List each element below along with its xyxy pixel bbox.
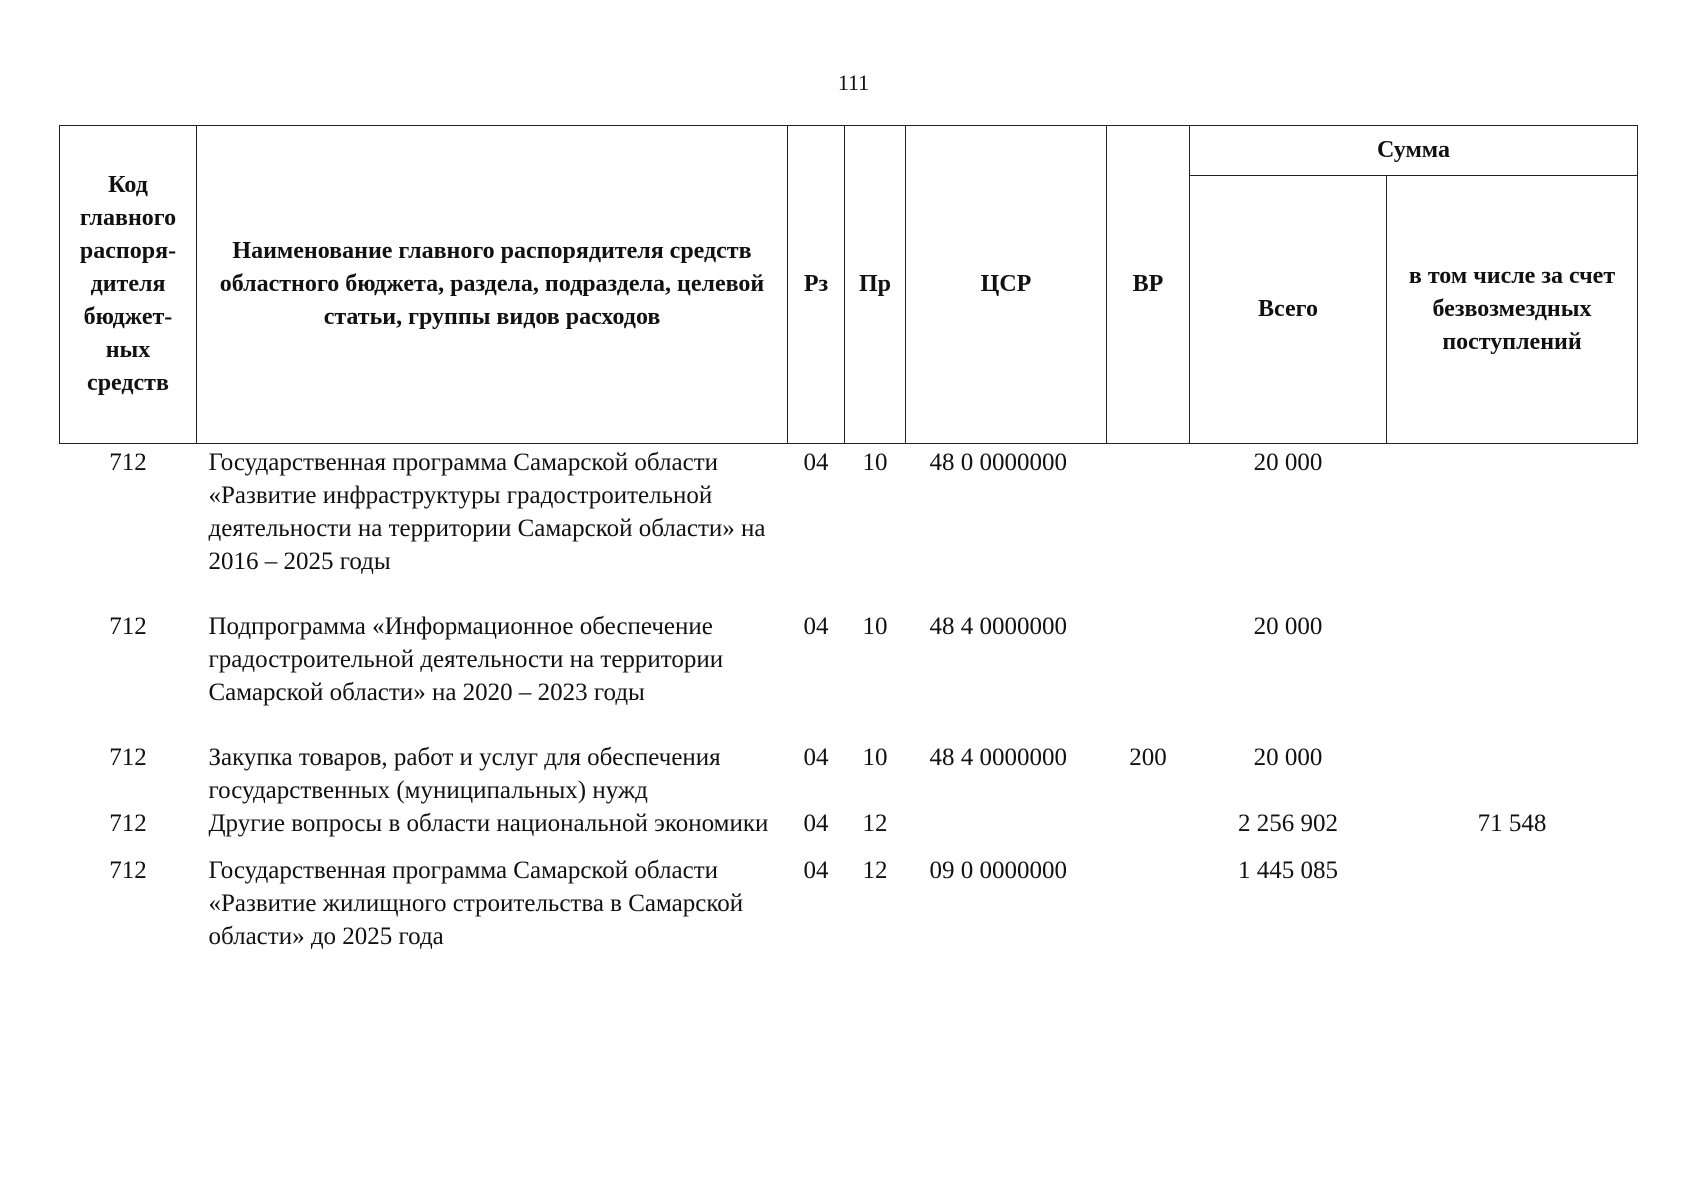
cell-code: 712 — [109, 744, 147, 771]
cell-name: Другие вопросы в области национальной экономики — [208, 810, 769, 837]
cell-free: 71 548 — [1477, 810, 1547, 837]
table-row — [60, 444, 1638, 611]
cell-name: Государственная программа Самарской области «Развитие жилищного строительства в Самарской области» до 2025 года — [208, 857, 744, 950]
header-name: Наименование главного распорядителя средств областного бюджета, раздела, подраздела, целевой статьи, группы видов расходов — [197, 126, 788, 444]
header-vr: ВР — [1107, 126, 1190, 444]
cell-csr — [906, 807, 1107, 854]
header-code: Код главного распоря-дителя бюджет-ных средств — [60, 126, 197, 444]
cell-pr: 12 — [862, 857, 888, 884]
cell-name: Государственная программа Самарской области «Развитие инфраструктуры градостроительной деятельности на территории Самарской области» на 2016 – 2025 годы — [208, 449, 766, 575]
cell-rz: 04 — [803, 613, 829, 640]
header-sum: Сумма — [1190, 126, 1638, 176]
budget-table — [59, 125, 1638, 953]
cell-csr: 48 0 0000000 — [929, 449, 1067, 476]
cell-csr: 48 4 0000000 — [929, 744, 1067, 771]
table-row — [60, 807, 1638, 854]
table-body — [60, 444, 1638, 954]
table-row — [60, 741, 1638, 807]
cell-csr: 09 0 0000000 — [929, 857, 1067, 884]
header-free: в том числе за счет безвозмездных поступлений — [1387, 176, 1638, 444]
cell-code: 712 — [109, 613, 147, 640]
header-csr: ЦСР — [906, 126, 1107, 444]
cell-rz: 04 — [803, 857, 829, 884]
cell-total: 1 445 085 — [1238, 857, 1338, 884]
cell-code: 712 — [109, 449, 147, 476]
cell-pr: 10 — [862, 613, 888, 640]
table-row — [60, 610, 1638, 741]
cell-vr — [1107, 854, 1190, 953]
header-total: Всего — [1190, 176, 1387, 444]
budget-table-container — [59, 125, 1637, 953]
page-number: 111 — [837, 70, 870, 95]
cell-free — [1387, 741, 1638, 807]
cell-total: 20 000 — [1253, 613, 1323, 640]
cell-total: 20 000 — [1253, 449, 1323, 476]
cell-name: Закупка товаров, работ и услуг для обеспечения государственных (муниципальных) нужд — [208, 744, 721, 804]
cell-code: 712 — [109, 857, 147, 884]
cell-name: Подпрограмма «Информационное обеспечение градостроительной деятельности на территории Самарской области» на 2020 – 2023 годы — [208, 613, 724, 706]
cell-vr: 200 — [1129, 744, 1167, 771]
cell-rz: 04 — [803, 449, 829, 476]
cell-total: 2 256 902 — [1238, 810, 1338, 837]
table-header — [60, 126, 1638, 444]
cell-rz: 04 — [803, 810, 829, 837]
cell-free — [1387, 854, 1638, 953]
header-pr: Пр — [845, 126, 906, 444]
cell-free — [1387, 444, 1638, 611]
cell-csr: 48 4 0000000 — [929, 613, 1067, 640]
header-rz: Рз — [788, 126, 845, 444]
cell-vr — [1107, 610, 1190, 741]
cell-total: 20 000 — [1253, 744, 1323, 771]
cell-vr — [1107, 444, 1190, 611]
table-row — [60, 854, 1638, 953]
cell-code: 712 — [109, 810, 147, 837]
cell-pr: 10 — [862, 744, 888, 771]
cell-rz: 04 — [803, 744, 829, 771]
cell-pr: 10 — [862, 449, 888, 476]
cell-vr — [1107, 807, 1190, 854]
cell-pr: 12 — [862, 810, 888, 837]
cell-free — [1387, 610, 1638, 741]
